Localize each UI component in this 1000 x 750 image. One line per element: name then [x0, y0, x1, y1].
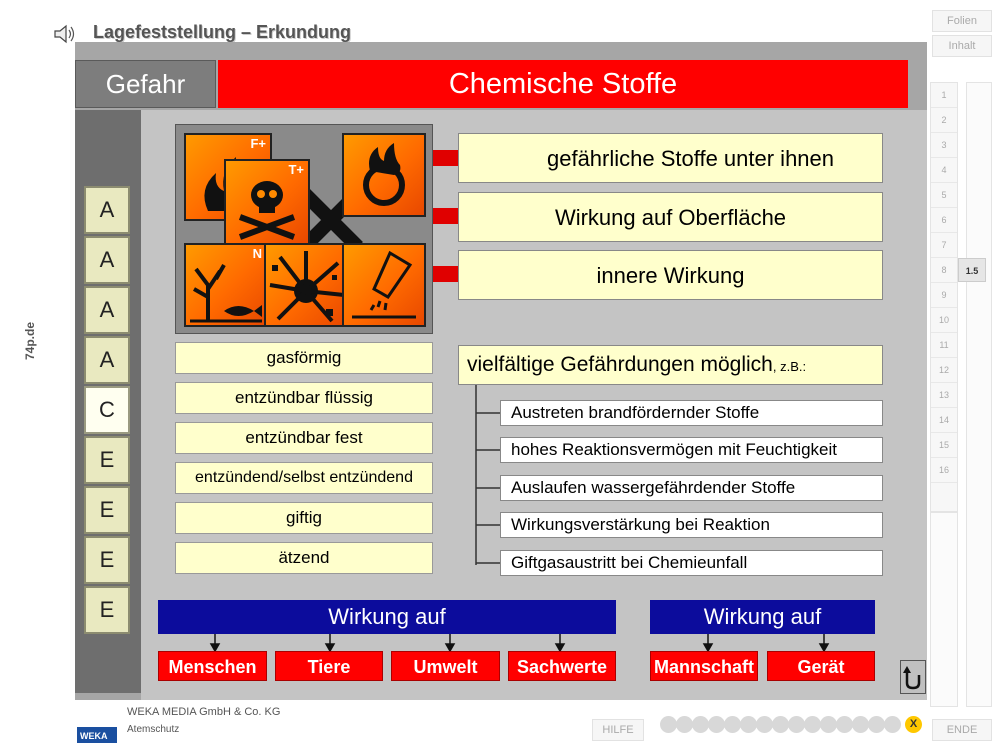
- dangers-title: vielfältige Gefährdungen möglich: [467, 353, 773, 376]
- close-button[interactable]: X: [905, 716, 922, 733]
- slide-number-2[interactable]: 2: [931, 108, 957, 133]
- return-arrow-icon: [901, 661, 925, 693]
- danger-item-5: Giftgasaustritt bei Chemieunfall: [500, 550, 883, 576]
- aaaceeee-letter-a1[interactable]: A: [84, 186, 130, 234]
- oxidizing-hazard-icon: [342, 133, 426, 217]
- slide-number-3[interactable]: 3: [931, 133, 957, 158]
- company-name: WEKA MEDIA GmbH & Co. KG: [127, 706, 281, 718]
- target-button-umwelt[interactable]: Umwelt: [391, 651, 500, 681]
- wirkung-auf-bar-2: Wirkung auf: [650, 600, 875, 634]
- connector-arrows: [158, 634, 878, 652]
- target-button-tiere[interactable]: Tiere: [275, 651, 383, 681]
- slide-number-16[interactable]: 16: [931, 458, 957, 483]
- hazard-letter-f: F+: [250, 136, 266, 151]
- folien-button[interactable]: Folien: [932, 10, 992, 32]
- danger-item-4: Wirkungsverstärkung bei Reaktion: [500, 512, 883, 538]
- aaaceeee-letter-c[interactable]: C: [84, 386, 130, 434]
- progress-dot: [804, 716, 821, 733]
- toxic-hazard-icon: [224, 159, 310, 245]
- dangers-title-box: [458, 345, 883, 385]
- target-button-geraet[interactable]: Gerät: [767, 651, 875, 681]
- speaker-icon[interactable]: [52, 22, 76, 46]
- progress-dot: [820, 716, 837, 733]
- aaaceeee-letter-e4[interactable]: E: [84, 586, 130, 634]
- effect-box-inner: innere Wirkung: [458, 250, 883, 300]
- aaaceeee-letter-e3[interactable]: E: [84, 536, 130, 584]
- progress-dot: [740, 716, 757, 733]
- danger-item-1: Austreten brandfördernder Stoffe: [500, 400, 883, 426]
- hilfe-button[interactable]: HILFE: [592, 719, 644, 741]
- slide-number-11[interactable]: 11: [931, 333, 957, 358]
- effect-box-surface: Wirkung auf Oberfläche: [458, 192, 883, 242]
- sub-slide-current[interactable]: 1.5: [958, 258, 986, 282]
- return-button[interactable]: [900, 660, 926, 694]
- slide-number-9[interactable]: 9: [931, 283, 957, 308]
- target-button-menschen[interactable]: Menschen: [158, 651, 267, 681]
- product-name: Atemschutz: [127, 724, 180, 735]
- target-button-mannschaft[interactable]: Mannschaft: [650, 651, 758, 681]
- progress-dot: [836, 716, 853, 733]
- slide-number-13[interactable]: 13: [931, 383, 957, 408]
- slide-number-12[interactable]: 12: [931, 358, 957, 383]
- slide-number-1[interactable]: 1: [931, 83, 957, 108]
- aaaceeee-letter-a4[interactable]: A: [84, 336, 130, 384]
- progress-dot: [724, 716, 741, 733]
- aaaceeee-letter-a3[interactable]: A: [84, 286, 130, 334]
- danger-item-3: Auslaufen wassergefährdender Stoffe: [500, 475, 883, 501]
- progress-dot: [852, 716, 869, 733]
- aaaceeee-letter-e2[interactable]: E: [84, 486, 130, 534]
- weka-logo-text: WEKA: [80, 731, 108, 741]
- slide-number-6[interactable]: 6: [931, 208, 957, 233]
- hazard-letter-n: N: [252, 246, 262, 261]
- slide-number-7[interactable]: 7: [931, 233, 957, 258]
- slide-number-14[interactable]: 14: [931, 408, 957, 433]
- slide-list: [930, 82, 958, 512]
- inhalt-button[interactable]: Inhalt: [932, 35, 992, 57]
- sub-slide-panel: [966, 82, 992, 707]
- progress-dot: [868, 716, 885, 733]
- progress-dot: [788, 716, 805, 733]
- progress-dot: [884, 716, 901, 733]
- progress-dot: [676, 716, 693, 733]
- progress-dot: [772, 716, 789, 733]
- progress-dot: [708, 716, 725, 733]
- progress-dot: [660, 716, 677, 733]
- explosive-hazard-icon: [264, 243, 348, 327]
- property-giftig: giftig: [175, 502, 433, 534]
- slide-title: Chemische Stoffe: [218, 60, 908, 108]
- page-header-title: Lagefeststellung – Erkundung: [93, 22, 352, 42]
- wirkung-auf-bar-1: Wirkung auf: [158, 600, 616, 634]
- slide-number-15[interactable]: 15: [931, 433, 957, 458]
- target-button-sachwerte[interactable]: Sachwerte: [508, 651, 616, 681]
- property-entzuendend: entzündend/selbst entzündend: [175, 462, 433, 494]
- property-entzuendbar-fluessig: entzündbar flüssig: [175, 382, 433, 414]
- property-aetzend: ätzend: [175, 542, 433, 574]
- slide-number-4[interactable]: 4: [931, 158, 957, 183]
- ende-button[interactable]: ENDE: [932, 719, 992, 741]
- effect-box-below-surface: gefährliche Stoffe unter ihnen: [458, 133, 883, 183]
- slide-number-8[interactable]: 8: [931, 258, 957, 283]
- property-gasfoermig: gasförmig: [175, 342, 433, 374]
- slide-number-5[interactable]: 5: [931, 183, 957, 208]
- slide-list-empty-area: [930, 512, 958, 707]
- dangers-title-suffix: , z.B.:: [772, 359, 807, 374]
- aaaceeee-letter-e1[interactable]: E: [84, 436, 130, 484]
- slide-number-10[interactable]: 10: [931, 308, 957, 333]
- weka-logo: [77, 703, 117, 743]
- progress-dot: [756, 716, 773, 733]
- property-entzuendbar-fest: entzündbar fest: [175, 422, 433, 454]
- corrosive-hazard-icon: [342, 243, 426, 327]
- hazard-symbols-panel: [175, 124, 433, 334]
- progress-dot: [692, 716, 709, 733]
- watermark-text: 74p.de: [23, 321, 37, 360]
- aaaceeee-letter-a2[interactable]: A: [84, 236, 130, 284]
- hazard-letter-t: T+: [288, 162, 304, 177]
- gefahr-tab: Gefahr: [75, 60, 216, 108]
- environment-hazard-icon: [184, 243, 268, 327]
- danger-item-2: hohes Reaktionsvermögen mit Feuchtigkeit: [500, 437, 883, 463]
